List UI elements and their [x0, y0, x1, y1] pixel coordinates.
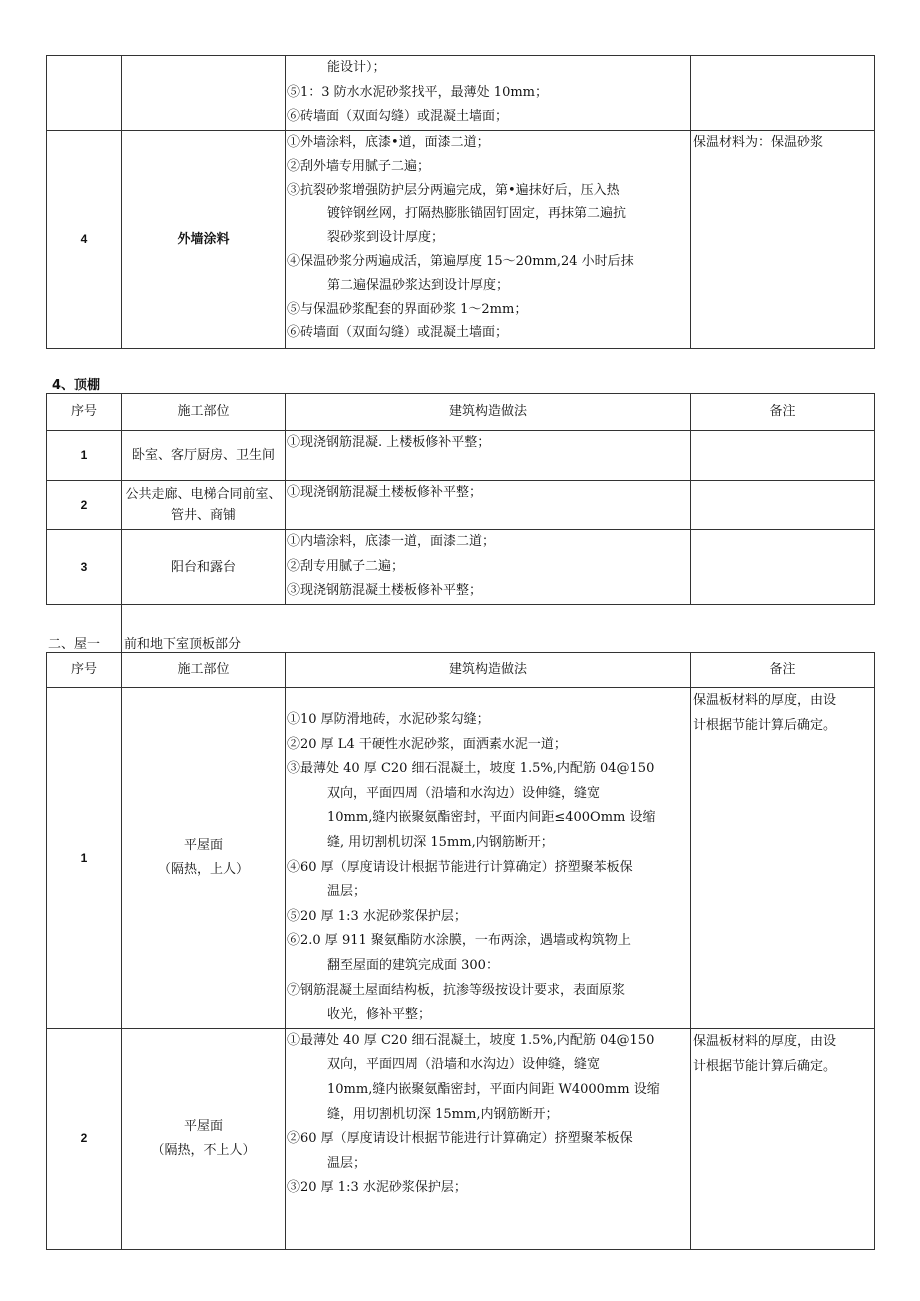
method-line: 温层； — [327, 1155, 367, 1171]
header-number: 序号 — [47, 653, 122, 688]
method-line: 温层； — [327, 884, 367, 900]
table-header-row — [47, 394, 875, 431]
note-line: 保温板材料的厚度，由设 — [693, 693, 837, 708]
header-part: 施工部位 — [122, 394, 286, 431]
method-line: ②刮外墙专用腻子二遍； — [287, 158, 431, 174]
method-line: 翻至屋面的建筑完成面 300： — [327, 957, 499, 973]
row-number: 3 — [47, 530, 122, 605]
method-line: 裂砂浆到设计厚度； — [327, 230, 445, 246]
row-part — [122, 688, 286, 1029]
method-line: ⑥砖墙面（双面勾缝）或混凝土墙面； — [287, 325, 509, 341]
method-line: 10mm,缝内嵌聚氨酯密封，平面内间距 W4000mm 设缩 — [327, 1081, 660, 1097]
row-note — [691, 1028, 875, 1249]
header-method: 建筑构造做法 — [286, 394, 691, 431]
row-method — [286, 530, 691, 605]
method-line: 收光，修补平整； — [327, 1007, 432, 1023]
method-line: 镀锌钢丝网，打隔热膨胀锚固钉固定，再抹第二遍抗 — [327, 206, 627, 222]
row-note: 保温材料为：保温砂浆 — [691, 131, 875, 349]
row-part — [122, 56, 286, 131]
method-line: 能设计）； — [327, 60, 386, 75]
row-number: 2 — [47, 1028, 122, 1249]
row-number: 4 — [47, 131, 122, 349]
row-number: 1 — [47, 688, 122, 1029]
method-line: ②60 厚（厚度请设计根据节能进行计算确定）挤塑聚苯板保 — [287, 1131, 633, 1147]
table-row — [47, 56, 875, 131]
method-line: 缝, 用切割机切深 15mm,内钢筋断开； — [327, 834, 554, 850]
table-roof — [46, 652, 875, 1250]
part-line: 平屋面 — [183, 837, 223, 853]
method-line: ①外墙涂料，底漆•道，面漆二道； — [287, 135, 490, 150]
section-title-roof-right: 前和地下室顶板部分 — [124, 637, 242, 652]
header-note: 备注 — [691, 394, 875, 431]
table-ceiling — [46, 393, 875, 605]
row-part: 公共走廊、电梯合同前室、管井、商铺 — [122, 481, 286, 530]
row-method — [286, 431, 691, 481]
row-number: 2 — [47, 481, 122, 530]
divider — [121, 604, 122, 652]
header-number: 序号 — [47, 394, 122, 431]
method-line: ①10 厚防滑地砖，水泥砂浆勾缝； — [287, 712, 490, 727]
row-part: 外墙涂料 — [122, 131, 286, 349]
method-line: ③20 厚 1:3 水泥砂浆保护层； — [287, 1180, 467, 1196]
method-line: ③抗裂砂浆增强防护层分两遍完成，第•遍抹好后，压入热 — [287, 182, 620, 198]
method-line: ⑥砖墙面（双面勾缝）或混凝土墙面； — [287, 109, 509, 125]
row-method — [286, 688, 691, 1029]
method-line: ①内墙涂料，底漆一道，面漆二道； — [287, 534, 496, 549]
method-line: ⑤1：3 防水水泥砂浆找平，最薄处 10mm； — [287, 84, 549, 100]
method-line: ⑥2.0 厚 911 聚氨酯防水涂膜，一布两涂，遇墙或构筑物上 — [287, 933, 631, 949]
row-method — [286, 56, 691, 131]
method-line: ②20 厚 L4 干硬性水泥砂浆，面洒素水泥一道； — [287, 736, 567, 752]
method-line: 双向，平面四周（沿墙和水沟边）设伸缝，缝宽 — [327, 785, 601, 801]
table-row — [47, 431, 875, 481]
method-line: ⑤20 厚 1:3 水泥砂浆保护层； — [287, 908, 467, 924]
method-line: 第二遍保温砂浆达到设计厚度； — [327, 277, 510, 293]
row-note — [691, 481, 875, 530]
method-line: ①现浇钢筋混凝. 上楼板修补平整； — [287, 435, 491, 450]
row-part — [122, 1028, 286, 1249]
table-header-row — [47, 653, 875, 688]
table-row — [47, 688, 875, 1029]
row-number: 1 — [47, 431, 122, 481]
row-part: 阳台和露台 — [122, 530, 286, 605]
table-row — [47, 530, 875, 605]
note-line: 保温板材料的厚度，由设 — [693, 1033, 837, 1049]
row-part: 卧室、客厅厨房、卫生间 — [122, 431, 286, 481]
method-line: ③现浇钢筋混凝土楼板修补平整； — [287, 583, 483, 599]
method-line: ③最薄处 40 厚 C20 细石混凝土，坡度 1.5%,内配筋 04@150 — [287, 761, 655, 777]
method-line: ④60 厚（厚度请设计根据节能进行计算确定）挤塑聚苯板保 — [287, 859, 633, 875]
section-title-ceiling: 4、顶棚 — [52, 378, 101, 393]
method-line: 10mm,缝内嵌聚氨酯密封，平面内间距≤400Omm 设缩 — [327, 810, 656, 826]
table-row — [47, 131, 875, 349]
header-method: 建筑构造做法 — [286, 653, 691, 688]
part-line: 平屋面 — [183, 1118, 223, 1134]
part-line: （隔热，上人） — [157, 861, 249, 877]
table-row — [47, 481, 875, 530]
row-method — [286, 481, 691, 530]
method-line: 缝，用切割机切深 15mm,内钢筋断开； — [327, 1106, 559, 1122]
method-line: ①现浇钢筋混凝土楼板修补平整； — [287, 485, 483, 500]
row-method — [286, 131, 691, 349]
note-line: 计根据节能计算后确定。 — [693, 718, 837, 733]
table-exterior-wall — [46, 55, 875, 349]
part-line: （隔热，不上人） — [151, 1142, 256, 1158]
row-method — [286, 1028, 691, 1249]
method-line: ④保温砂浆分两遍成活，第遍厚度 15～20mm,24 小时后抹 — [287, 253, 634, 269]
row-note — [691, 530, 875, 605]
table-row — [47, 1028, 875, 1249]
header-note: 备注 — [691, 653, 875, 688]
method-line: ②刮专用腻子二遍； — [287, 558, 405, 574]
method-line: 双向，平面四周（沿墙和水沟边）设伸缝，缝宽 — [327, 1057, 601, 1073]
row-number — [47, 56, 122, 131]
row-note — [691, 431, 875, 481]
method-line: ⑦钢筋混凝土屋面结构板，抗渗等级按设计要求，表面原浆 — [287, 982, 626, 998]
method-line: ⑤与保温砂浆配套的界面砂浆 1～2mm； — [287, 301, 528, 317]
header-part: 施工部位 — [122, 653, 286, 688]
note-line: 计根据节能计算后确定。 — [693, 1058, 837, 1074]
method-line: ①最薄处 40 厚 C20 细石混凝土，坡度 1.5%,内配筋 04@150 — [287, 1032, 655, 1048]
section-title-roof-left: 二、屋一 — [48, 637, 101, 652]
row-note — [691, 688, 875, 1029]
row-note — [691, 56, 875, 131]
